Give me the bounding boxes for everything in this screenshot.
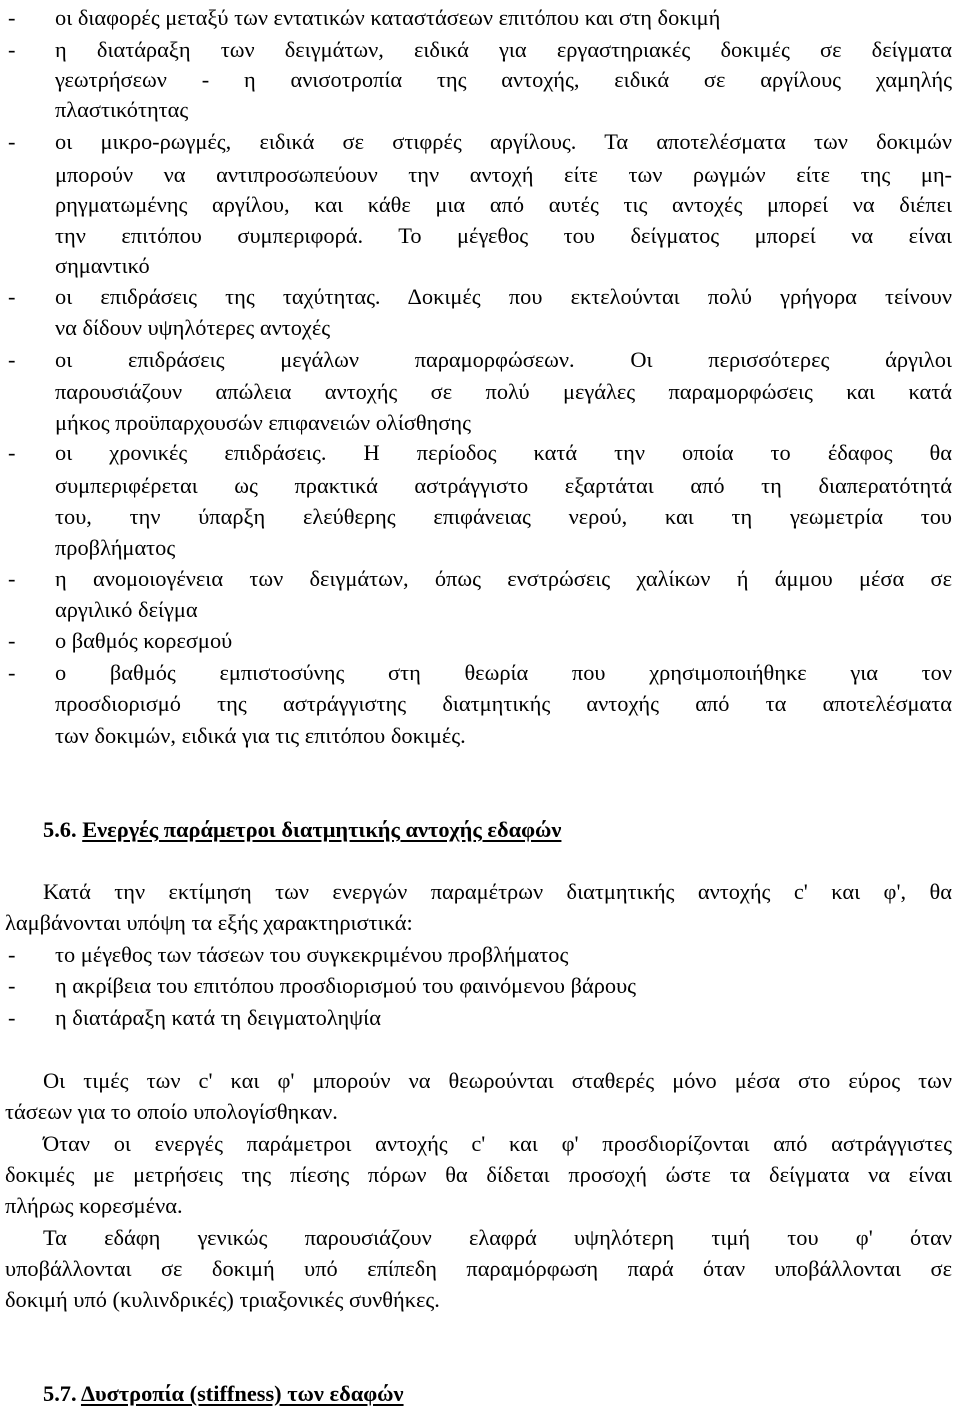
para1-line1: Κατά την εκτίμηση των ενεργών παραμέτρων διατμητικής αντοχής c' και φ', θα — [43, 879, 952, 904]
bullet-marker: - — [8, 660, 16, 685]
bullet-a3-line5: σημαντικό — [55, 253, 150, 278]
bullet-a2-line2: γεωτρήσεων - η ανισοτροπία της αντοχής, ειδικά σε αργίλους χαμηλής — [55, 67, 952, 92]
bullet-a7-line2: αργιλικό δείγμα — [55, 597, 198, 622]
bullet-a2-line3: πλαστικότητας — [55, 97, 189, 122]
bullet-b2: η ακρίβεια του επιτόπου προσδιορισμού του φαινόμενου βάρους — [55, 973, 637, 998]
bullet-marker: - — [8, 973, 16, 998]
bullet-a4-line1: οι επιδράσεις της ταχύτητας. Δοκιμές που εκτελούνται πολύ γρήγορα τείνουν — [55, 284, 952, 309]
section-title: Δυστροπία (stiffness) των εδαφών — [80, 1381, 404, 1406]
para4-line1: Τα εδάφη γενικώς παρουσιάζουν ελαφρά υψηλότερη τιμή του φ' όταν — [43, 1225, 952, 1250]
bullet-a9-line1: ο βαθμός εμπιστοσύνης στη θεωρία που χρησιμοποιήθηκε για τον — [55, 660, 952, 685]
bullet-marker: - — [8, 37, 16, 62]
para3-line2: δοκιμές με μετρήσεις της πίεσης πόρων θα δίδεται προσοχή ώστε τα δείγματα να είναι — [5, 1162, 952, 1187]
section-heading-5-7 — [43, 1378, 743, 1409]
bullet-a6-line3: του, την ύπαρξη ελεύθερης επιφάνειας νερού, και τη γεωμετρία του — [55, 504, 952, 529]
bullet-marker: - — [8, 129, 16, 154]
bullet-marker: - — [8, 942, 16, 967]
para3-line3: πλήρως κορεσμένα. — [5, 1193, 183, 1218]
bullet-a5-line1: οι επιδράσεις μεγάλων παραμορφώσεων. Οι περισσότερες άργιλοι — [55, 347, 952, 372]
section-heading-5-6 — [43, 814, 743, 845]
para4-line2: υποβάλλονται σε δοκιμή υπό επίπεδη παραμόρφωση παρά όταν υποβάλλονται σε — [5, 1256, 952, 1281]
bullet-a1-line1: οι διαφορές μεταξύ των εντατικών καταστάσεων επιτόπου και στη δοκιμή — [55, 5, 721, 30]
bullet-marker: - — [8, 284, 16, 309]
section-number: 5.7. — [43, 1381, 77, 1406]
bullet-a4-line2: να δίδουν υψηλότερες αντοχές — [55, 315, 331, 340]
bullet-a7-line1: η ανομοιογένεια των δειγμάτων, όπως ενστρώσεις χαλίκων ή άμμου μέσα σε — [55, 566, 952, 591]
section-title: Ενεργές παράμετροι διατμητικής αντοχής εδαφών — [82, 817, 562, 842]
bullet-a5-line2: παρουσιάζουν απώλεια αντοχής σε πολύ μεγάλες παραμορφώσεις και κατά — [55, 379, 952, 404]
bullet-a9-line2: προσδιορισμό της αστράγγιστης διατμητικής αντοχής από τα αποτελέσματα — [55, 691, 952, 716]
para3-line1: Όταν οι ενεργές παράμετροι αντοχής c' και φ' προσδιορίζονται από αστράγγιστες — [43, 1131, 952, 1156]
bullet-a6-line2: συμπεριφέρεται ως πρακτικά αστράγγιστο εξαρτάται από τη διαπερατότητά — [55, 473, 952, 498]
bullet-a9-line3: των δοκιμών, ειδικά για τις επιτόπου δοκιμές. — [55, 723, 466, 748]
bullet-a6-line1: οι χρονικές επιδράσεις. Η περίοδος κατά την οποία το έδαφος θα — [55, 440, 952, 465]
bullet-marker: - — [8, 440, 16, 465]
bullet-marker: - — [8, 1005, 16, 1030]
bullet-b1: το μέγεθος των τάσεων του συγκεκριμένου προβλήματος — [55, 942, 569, 967]
bullet-a3-line3: ρηγματωμένης αργίλου, και κάθε μια από αυτές τις αντοχές μπορεί να διέπει — [55, 192, 952, 217]
para1-line2: λαμβάνονται υπόψη τα εξής χαρακτηριστικά: — [5, 910, 413, 935]
bullet-a3-line1: οι μικρο-ρωγμές, ειδικά σε στιφρές αργίλους. Τα αποτελέσματα των δοκιμών — [55, 129, 952, 154]
bullet-marker: - — [8, 628, 16, 653]
section-number: 5.6. — [43, 817, 77, 842]
bullet-a3-line2: μπορούν να αντιπροσωπεύουν την αντοχή είτε των ρωγμών είτε της μη- — [55, 162, 952, 187]
para2-line1: Οι τιμές των c' και φ' μπορούν να θεωρούνται σταθερές μόνο μέσα στο εύρος των — [43, 1068, 952, 1093]
bullet-marker: - — [8, 347, 16, 372]
bullet-a2-line1: η διατάραξη των δειγμάτων, ειδικά για εργαστηριακές δοκιμές σε δείγματα — [55, 37, 952, 62]
bullet-a5-line3: μήκος προϋπαρχουσών επιφανειών ολίσθησης — [55, 410, 472, 435]
bullet-a3-line4: την επιτόπου συμπεριφορά. Το μέγεθος του δείγματος μπορεί να είναι — [55, 223, 952, 248]
bullet-a6-line4: προβλήματος — [55, 535, 176, 560]
bullet-marker: - — [8, 566, 16, 591]
para4-line3: δοκιμή υπό (κυλινδρικές) τριαξονικές συνθήκες. — [5, 1287, 440, 1312]
bullet-a8-line1: ο βαθμός κορεσμού — [55, 628, 233, 653]
bullet-marker: - — [8, 5, 16, 30]
para2-line2: τάσεων για το οποίο υπολογίσθηκαν. — [5, 1099, 338, 1124]
bullet-b3: η διατάραξη κατά τη δειγματοληψία — [55, 1005, 381, 1030]
